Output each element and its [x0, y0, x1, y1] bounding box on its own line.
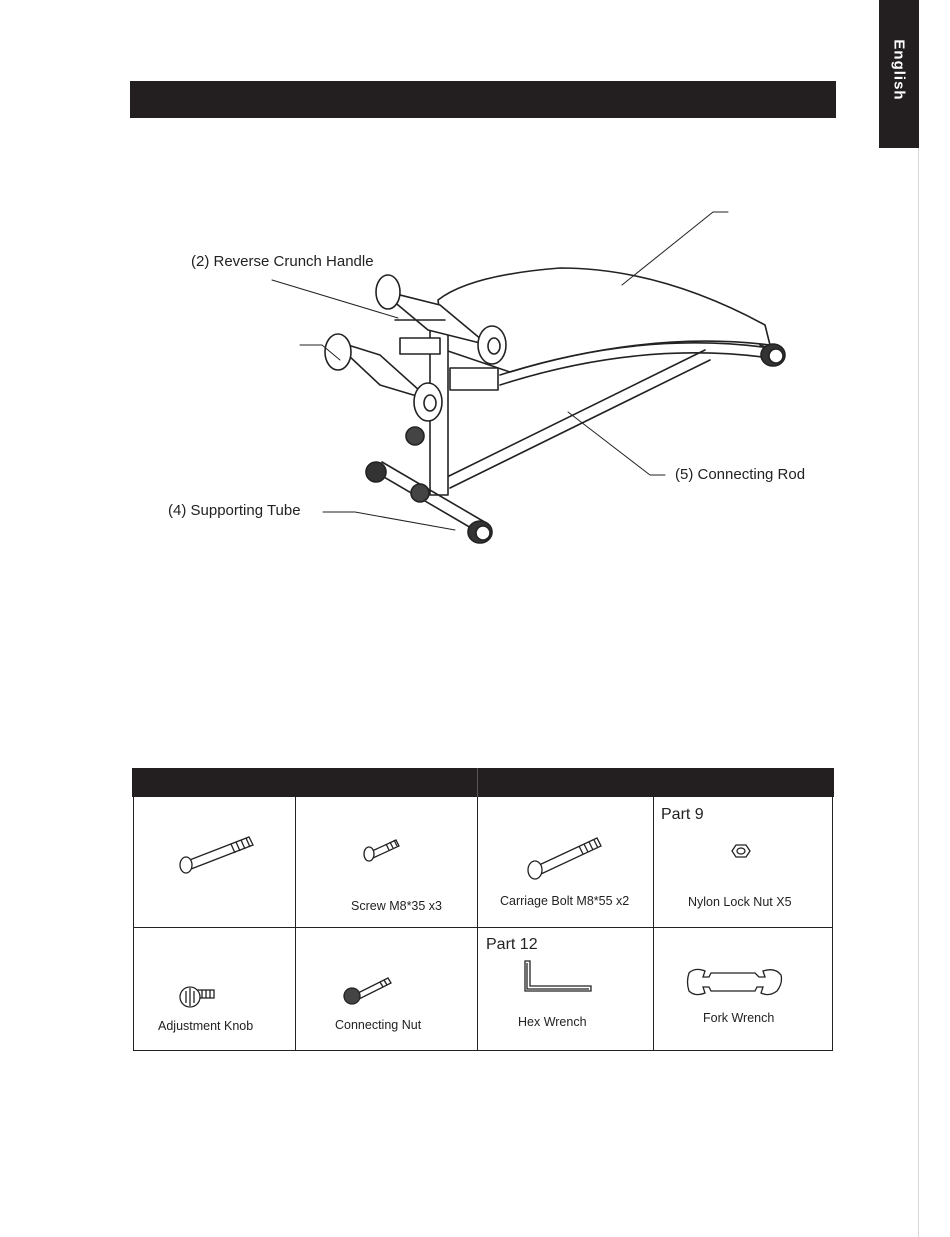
parts-table-header	[132, 768, 834, 797]
carriage-bolt-icon	[523, 830, 613, 880]
header-divider	[477, 768, 478, 797]
lower-knob-diagram	[411, 484, 429, 502]
parts-table	[133, 797, 833, 1051]
label-hex-wrench: Hex Wrench	[518, 1015, 587, 1029]
screw-icon	[358, 832, 408, 867]
lower-roller-left	[325, 334, 351, 370]
callout-supporting-tube: (4) Supporting Tube	[168, 502, 301, 519]
label-adjustment-knob: Adjustment Knob	[158, 1019, 254, 1033]
bench-diagram	[0, 0, 950, 600]
long-bolt-icon	[173, 827, 263, 877]
lock-nut-icon	[729, 842, 753, 860]
adjustment-knob-diagram	[406, 427, 424, 445]
callout-connecting-rod: (5) Connecting Rod	[675, 466, 806, 483]
callout-reverse-crunch-handle: (2) Reverse Crunch Handle	[191, 253, 374, 270]
label-screw: Screw M8*35 x3	[351, 899, 443, 913]
part-number-12: Part 12	[486, 936, 538, 953]
adjustment-knob-icon	[178, 982, 218, 1012]
part-number-9: Part 9	[661, 806, 704, 823]
language-label: English	[890, 39, 908, 101]
upper-roller-left	[376, 275, 400, 309]
front-foot-cap-left	[366, 462, 386, 482]
connecting-nut-icon	[338, 972, 398, 1012]
fork-wrench-icon	[685, 965, 785, 999]
label-carriage-bolt: Carriage Bolt M8*55 x2	[500, 894, 630, 908]
label-connecting-nut: Connecting Nut	[335, 1018, 422, 1032]
label-fork-wrench: Fork Wrench	[703, 1011, 775, 1025]
hex-wrench-icon	[521, 958, 601, 998]
label-nylon-lock-nut: Nylon Lock Nut X5	[688, 895, 792, 909]
